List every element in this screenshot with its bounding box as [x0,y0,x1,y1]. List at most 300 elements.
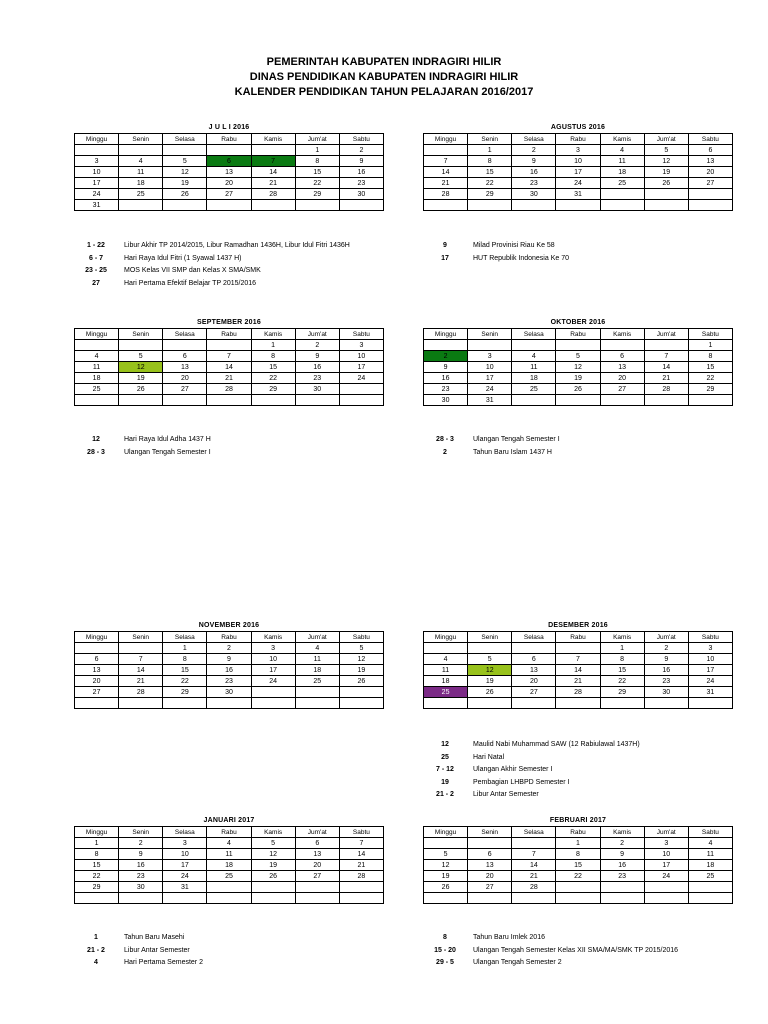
day-cell: 25 [75,384,119,395]
week-row [424,698,733,709]
day-cell: 9 [644,654,688,665]
day-cell: 17 [339,362,383,373]
weekday-header: Rabu [207,827,251,838]
day-cell: 2 [600,838,644,849]
day-cell: 14 [644,362,688,373]
day-cell [644,189,688,200]
month-title: OKTOBER 2016 [550,319,606,326]
weekday-header: Rabu [556,329,600,340]
day-cell: 20 [688,167,732,178]
weekday-header: Sabtu [339,329,383,340]
day-cell: 15 [163,665,207,676]
week-row [424,654,733,665]
header-line-3: KALENDER PENDIDIKAN TAHUN PELAJARAN 2016/2017 [234,86,534,98]
day-cell [295,882,339,893]
day-cell: 28 [251,189,295,200]
day-cell [163,395,207,406]
weekday-header: Kamis [251,632,295,643]
day-cell: 26 [163,189,207,200]
day-cell: 22 [163,676,207,687]
day-cell [119,643,163,654]
day-cell: 14 [207,362,251,373]
month-title: NOVEMBER 2016 [198,622,260,629]
day-cell [424,200,468,211]
weekday-header: Minggu [424,329,468,340]
day-cell: 25 [512,384,556,395]
day-cell [600,189,644,200]
day-cell: 11 [207,849,251,860]
day-cell: 5 [163,156,207,167]
calendar-januari [74,815,384,904]
day-cell: 19 [163,178,207,189]
week-row [75,643,384,654]
day-cell: 6 [295,838,339,849]
day-cell [339,395,383,406]
day-cell [207,698,251,709]
day-cell: 17 [75,178,119,189]
week-row [75,178,384,189]
day-cell: 9 [512,156,556,167]
day-cell [556,882,600,893]
weekday-header: Rabu [207,134,251,145]
day-cell: 23 [339,178,383,189]
day-cell: 13 [295,849,339,860]
note-text: Hari Natal [473,753,505,761]
week-row [424,362,733,373]
note-text: Libur Akhir TP 2014/2015, Libur Ramadhan 1436H, Libur Idul Fitri 1436H [124,242,350,249]
day-cell [512,698,556,709]
week-row [75,882,384,893]
month-grid [423,826,733,904]
day-cell: 31 [163,882,207,893]
day-cell: 5 [644,145,688,156]
day-cell: 22 [556,871,600,882]
day-cell: 18 [688,860,732,871]
day-cell: 25 [600,178,644,189]
week-row [424,178,733,189]
day-cell: 4 [424,654,468,665]
day-cell: 24 [163,871,207,882]
day-cell: 2 [295,340,339,351]
day-cell: 21 [424,178,468,189]
week-row [75,395,384,406]
note-item [74,253,394,266]
day-cell [119,698,163,709]
day-cell: 6 [163,351,207,362]
day-cell: 30 [207,687,251,698]
day-cell: 31 [75,200,119,211]
day-cell: 10 [468,362,512,373]
note-text: Libur Antar Semester [473,791,539,798]
day-cell [468,200,512,211]
day-cell [688,698,732,709]
day-cell [688,395,732,406]
day-cell: 29 [688,384,732,395]
day-cell: 2 [512,145,556,156]
day-cell: 29 [163,687,207,698]
note-text: Ulangan Akhir Semester I [473,766,553,773]
day-cell: 16 [207,665,251,676]
day-cell: 3 [468,351,512,362]
day-cell: 16 [644,665,688,676]
day-cell: 13 [75,665,119,676]
day-cell: 3 [251,643,295,654]
day-cell: 21 [339,860,383,871]
day-cell: 17 [556,167,600,178]
note-text: Hari Pertama Efektif Belajar TP 2015/2016 [124,279,257,287]
note-text: Ulangan Tengah Semester I [473,436,560,443]
day-cell [512,200,556,211]
day-cell: 27 [512,687,556,698]
day-cell: 23 [644,676,688,687]
day-cell [512,838,556,849]
day-cell: 8 [295,156,339,167]
day-cell [468,698,512,709]
weekday-header: Selasa [163,329,207,340]
day-cell: 3 [644,838,688,849]
day-cell [339,384,383,395]
note-text: Pembagian LHBPD Semester I [473,778,570,786]
note-date: 8 [443,934,447,941]
day-cell: 28 [644,384,688,395]
calendar-agustus [423,122,733,211]
week-row [424,395,733,406]
weekday-header: Kamis [600,329,644,340]
day-cell: 15 [688,362,732,373]
day-cell: 6 [468,849,512,860]
day-cell: 13 [163,362,207,373]
day-cell: 15 [251,362,295,373]
note-item [423,240,743,253]
day-cell: 29 [468,189,512,200]
day-cell: 3 [163,838,207,849]
day-cell: 17 [251,665,295,676]
notes-september [74,434,394,459]
day-cell: 30 [512,189,556,200]
day-cell: 3 [688,643,732,654]
note-text: Hari Raya Idul Fitri (1 Syawal 1437 H) [124,254,242,262]
day-cell: 4 [119,156,163,167]
note-date: 23 - 25 [85,267,107,274]
day-cell [556,200,600,211]
day-cell: 19 [468,676,512,687]
week-row [424,860,733,871]
day-cell [119,200,163,211]
day-cell [75,643,119,654]
day-cell: 23 [119,871,163,882]
day-cell: 28 [424,189,468,200]
day-cell: 12 [163,167,207,178]
day-cell: 19 [119,373,163,384]
day-cell: 18 [512,373,556,384]
day-cell: 12 [424,860,468,871]
note-text: MOS Kelas VII SMP dan Kelas X SMA/SMK [124,267,261,274]
day-cell [556,395,600,406]
day-cell [600,200,644,211]
day-cell: 22 [468,178,512,189]
note-item [74,932,394,945]
day-cell: 17 [468,373,512,384]
note-text: Ulangan Tengah Semester I [124,448,211,456]
day-cell: 31 [688,687,732,698]
day-cell: 16 [295,362,339,373]
weekday-header: Rabu [556,632,600,643]
day-cell: 4 [75,351,119,362]
day-cell: 13 [600,362,644,373]
day-cell: 26 [251,871,295,882]
day-cell: 19 [339,665,383,676]
day-cell: 15 [600,665,644,676]
month-title: AGUSTUS 2016 [550,124,606,131]
day-cell: 12 [468,665,512,676]
day-cell: 18 [295,665,339,676]
day-cell: 26 [119,384,163,395]
notes-oktober [423,434,743,459]
day-cell: 20 [512,676,556,687]
day-cell: 13 [688,156,732,167]
weekday-header: Kamis [251,134,295,145]
day-cell: 16 [424,373,468,384]
day-cell: 22 [75,871,119,882]
day-cell: 7 [424,156,468,167]
note-date: 17 [441,254,449,262]
day-cell [644,893,688,904]
note-item [74,265,394,278]
day-cell: 21 [556,676,600,687]
day-cell [424,145,468,156]
day-cell [251,200,295,211]
day-cell: 15 [556,860,600,871]
weekday-header: Selasa [512,827,556,838]
day-cell: 4 [207,838,251,849]
day-cell [339,698,383,709]
day-cell: 20 [468,871,512,882]
note-item [423,777,743,790]
day-cell: 13 [468,860,512,871]
week-row [75,654,384,665]
weekday-header: Selasa [163,134,207,145]
day-cell: 13 [207,167,251,178]
calendar-september [74,317,384,406]
day-cell: 28 [207,384,251,395]
note-text: Tahun Baru Masehi [124,934,185,941]
day-cell: 28 [339,871,383,882]
weekday-header: Kamis [600,632,644,643]
day-cell: 11 [75,362,119,373]
day-cell: 11 [119,167,163,178]
day-cell: 9 [339,156,383,167]
day-cell [468,340,512,351]
month-grid [423,631,733,709]
day-cell: 19 [251,860,295,871]
weekday-header: Jum'at [295,329,339,340]
day-cell: 27 [468,882,512,893]
note-item [423,945,743,958]
week-row [424,373,733,384]
day-cell [295,200,339,211]
day-cell: 11 [512,362,556,373]
day-cell: 7 [512,849,556,860]
day-cell: 7 [556,654,600,665]
weekday-header: Senin [468,329,512,340]
day-cell [163,200,207,211]
day-cell [75,698,119,709]
day-cell: 26 [468,687,512,698]
day-cell [424,838,468,849]
day-cell: 29 [295,189,339,200]
day-cell: 22 [251,373,295,384]
day-cell: 30 [119,882,163,893]
month-grid [423,133,733,211]
week-row [424,351,733,362]
weekday-header: Jum'at [644,329,688,340]
weekday-header: Selasa [512,134,556,145]
day-cell: 10 [251,654,295,665]
header-line-2: DINAS PENDIDIKAN KABUPATEN INDRAGIRI HILIR [249,71,519,83]
day-cell: 18 [119,178,163,189]
day-cell: 8 [251,351,295,362]
day-cell [556,340,600,351]
day-cell: 18 [75,373,119,384]
weekday-header: Sabtu [339,632,383,643]
day-cell [207,145,251,156]
day-cell [163,893,207,904]
week-row [75,860,384,871]
day-cell [251,698,295,709]
week-row [424,882,733,893]
day-cell: 9 [119,849,163,860]
day-cell: 2 [119,838,163,849]
day-cell: 25 [424,687,468,698]
day-cell [644,200,688,211]
week-row [75,167,384,178]
note-date: 12 [441,741,449,748]
note-item [423,752,743,765]
month-title: SEPTEMBER 2016 [197,319,261,326]
day-cell: 24 [556,178,600,189]
day-cell [468,838,512,849]
weekday-header: Senin [119,632,163,643]
note-date: 6 - 7 [88,254,103,262]
day-cell: 7 [207,351,251,362]
note-date: 15 - 20 [434,946,456,954]
day-cell: 8 [688,351,732,362]
day-cell [512,893,556,904]
note-item [423,253,743,266]
weekday-header: Senin [119,827,163,838]
day-cell: 12 [339,654,383,665]
day-cell: 17 [688,665,732,676]
week-row [424,676,733,687]
day-cell: 8 [75,849,119,860]
day-cell: 29 [251,384,295,395]
note-date: 4 [94,959,98,966]
weekday-header: Sabtu [688,134,732,145]
day-cell [295,687,339,698]
day-cell: 11 [600,156,644,167]
note-date: 29 - 5 [436,959,454,966]
day-cell: 5 [251,838,295,849]
day-cell: 10 [163,849,207,860]
day-cell: 8 [556,849,600,860]
week-row [424,145,733,156]
day-cell: 11 [295,654,339,665]
month-title: FEBRUARI 2017 [549,817,607,824]
day-cell: 26 [339,676,383,687]
weekday-header: Minggu [75,329,119,340]
week-row [75,698,384,709]
day-cell: 27 [688,178,732,189]
day-cell [468,893,512,904]
day-cell: 3 [339,340,383,351]
day-cell: 29 [600,687,644,698]
weekday-header: Kamis [251,827,295,838]
day-cell: 16 [512,167,556,178]
note-date: 19 [441,778,449,786]
day-cell [512,643,556,654]
week-row [75,871,384,882]
day-cell [251,882,295,893]
note-text: Ulangan Tengah Semester Kelas XII SMA/MA/SMK TP 2015/2016 [473,946,679,954]
weekday-header: Jum'at [295,632,339,643]
note-date: 21 - 2 [436,791,454,798]
day-cell: 9 [295,351,339,362]
day-cell: 1 [295,145,339,156]
weekday-header: Senin [468,827,512,838]
note-item [74,278,394,291]
day-cell: 10 [556,156,600,167]
note-text: Milad Provinisi Riau Ke 58 [473,242,555,249]
day-cell: 6 [688,145,732,156]
day-cell: 20 [75,676,119,687]
day-cell [556,698,600,709]
week-row [75,200,384,211]
weekday-header: Selasa [163,632,207,643]
day-cell [424,698,468,709]
day-cell: 14 [339,849,383,860]
day-cell [339,882,383,893]
note-item [74,447,394,460]
weekday-header: Rabu [556,134,600,145]
day-cell: 6 [207,156,251,167]
day-cell: 4 [295,643,339,654]
day-cell: 27 [295,871,339,882]
week-row [424,189,733,200]
day-cell [512,395,556,406]
day-cell [512,340,556,351]
day-cell: 27 [75,687,119,698]
day-cell [207,882,251,893]
day-cell: 16 [600,860,644,871]
day-cell: 19 [556,373,600,384]
day-cell [119,340,163,351]
day-cell: 12 [119,362,163,373]
week-row [75,373,384,384]
day-cell [644,698,688,709]
day-cell: 21 [251,178,295,189]
day-cell: 23 [207,676,251,687]
day-cell [207,200,251,211]
day-cell: 4 [600,145,644,156]
day-cell [75,395,119,406]
day-cell: 21 [207,373,251,384]
week-row [424,156,733,167]
day-cell [424,893,468,904]
weekday-header: Selasa [163,827,207,838]
day-cell [468,643,512,654]
week-row [75,838,384,849]
day-cell: 1 [75,838,119,849]
